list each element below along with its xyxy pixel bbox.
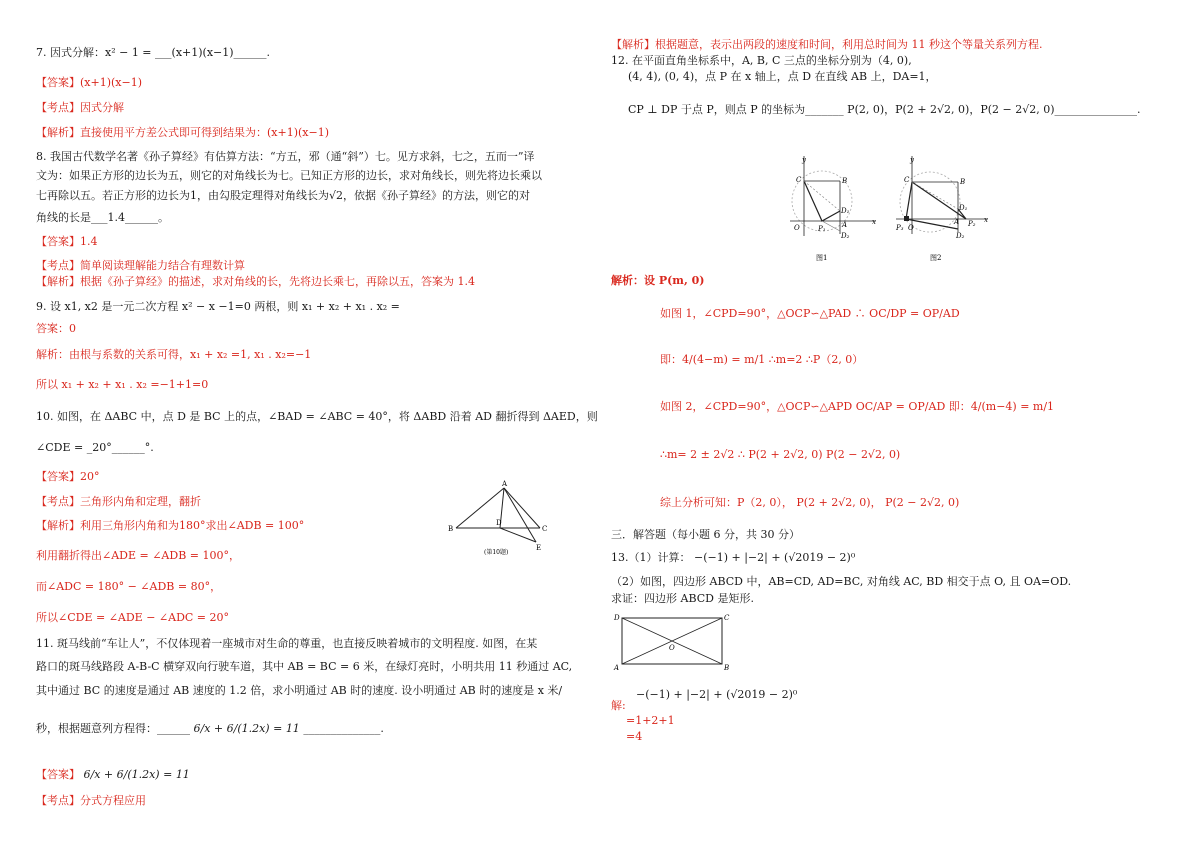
fig1-label-a: A — [842, 221, 848, 229]
q7-point: 【考点】因式分解 — [36, 101, 124, 114]
section-3-heading: 三．解答题（每小题 6 分，共 30 分） — [611, 528, 800, 541]
fig1-label-c: C — [796, 176, 802, 184]
q10-answer: 【答案】20° — [36, 470, 100, 483]
fig2-label-p3: P₃ — [896, 224, 904, 232]
q7-question: 7. 因式分解：x² − 1 = ___(x+1)(x−1)______. — [36, 46, 271, 59]
fig1-label-d2: D₂ — [841, 232, 850, 240]
q13-label-d: D — [614, 614, 620, 622]
fig2-label-d1: D₁ — [959, 204, 968, 212]
q10-analysis-4: 所以∠CDE = ∠ADE − ∠ADC = 20° — [36, 611, 230, 624]
q12-line3-answer: P(2, 0)，P(2 + 2√2, 0)，P(2 − 2√2, 0)_______________. — [847, 103, 1141, 116]
q10-line1: 10. 如图，在 ΔABC 中，点 D 是 BC 上的点，∠BAD = ∠ABC = 40°，将 ΔABD 沿着 AD 翻折得到 ΔAED，则 — [36, 410, 598, 423]
q12-analysis-2: 即：4/(4−m) = m/1 ∴m=2 ∴P（2, 0） — [660, 353, 864, 366]
q10-caption: (第10题) — [484, 549, 509, 556]
fig2-label-b: B — [960, 178, 966, 186]
q10-figure — [444, 478, 564, 558]
q12-line3 — [628, 103, 1141, 117]
fig2-caption: 图2 — [930, 254, 942, 262]
q8-line3: 七再除以五。若正方形的边长为1，由勾股定理得对角线长为√2，依据《孙子算经》的方法，则它的对 — [36, 189, 531, 202]
q11-analysis: 【解析】根据题意，表示出两段的速度和时间，利用总时间为 11 秒这个等量关系列方程. — [611, 38, 1043, 51]
q12-analysis-5: 综上分析可知：P（2, 0）， P(2 + 2√2, 0)， P(2 − 2√2, 0) — [660, 496, 960, 509]
q10-line2: ∠CDE = _20°______°. — [36, 441, 154, 454]
q8-analysis: 【解析】根据《孙子算经》的描述，求对角线的长，先将边长乘七，再除以五，答案为 1.4 — [36, 275, 475, 288]
q11-point: 【考点】分式方程应用 — [36, 794, 146, 807]
q8-line1: 8. 我国古代数学名著《孙子算经》有估算方法：“方五，邪（通“斜”）七。见方求斜，七之，五而一”译 — [36, 150, 535, 163]
q13-solution-step1: =1+2+1 — [626, 714, 675, 727]
q11-line4-suffix: ______________. — [303, 722, 384, 735]
fig2-label-c: C — [904, 176, 910, 184]
q13-label-o: O — [669, 644, 675, 652]
q11-line4-prefix: 秒，根据题意列方程得：______ — [36, 722, 190, 735]
q12-analysis-head: 解析：设 P(m, 0) — [611, 274, 705, 287]
q8-line4: 角线的长是___1.4______。 — [36, 211, 169, 224]
q10-analysis-2: 利用翻折得出∠ADE = ∠ADB = 100°， — [36, 549, 240, 562]
q9-analysis-1: 解析：由根与系数的关系可得，x₁ + x₂ =1, x₁ . x₂=−1 — [36, 348, 312, 361]
fig1-label-p1: P₁ — [818, 225, 826, 233]
q10-analysis-1: 【解析】利用三角形内角和为180°求出∠ADB = 100° — [36, 519, 305, 532]
q12-line2: (4, 4), (0, 4)，点 P 在 x 轴上，点 D 在直线 AB 上，DA=1， — [628, 70, 937, 83]
q7-analysis: 【解析】直接使用平方差公式即可得到结果为：(x+1)(x−1) — [36, 126, 330, 139]
q7-answer: 【答案】(x+1)(x−1) — [36, 76, 143, 89]
q13-solution-expr: −(−1) + |−2| + (√2019 − 2)⁰ — [636, 688, 798, 701]
q13-label-b: B — [724, 664, 730, 672]
fig2-label-a: A — [954, 218, 960, 226]
fig2-label-o: O — [908, 224, 914, 232]
q8-point: 【考点】简单阅读理解能力结合有理数计算 — [36, 259, 245, 272]
q11-equation: 6/x + 6/(1.2x) = 11 — [193, 722, 300, 735]
q11-line1: 11. 斑马线前“车让人”，不仅体现着一座城市对生命的尊重，也直接反映着城市的文明程度. 如图，在某 — [36, 637, 538, 650]
q10-analysis-3: 而∠ADC = 180° − ∠ADB = 80°， — [36, 580, 222, 593]
q10-label-d: D — [496, 519, 502, 527]
fig1-label-y: y — [802, 156, 806, 164]
q10-label-e: E — [536, 544, 542, 552]
fig1-label-b: B — [842, 177, 848, 185]
q12-analysis-4: ∴m= 2 ± 2√2 ∴ P(2 + 2√2, 0) P(2 − 2√2, 0) — [660, 448, 901, 461]
q13-label-a: A — [614, 664, 620, 672]
q13-solution-head: 解: — [611, 699, 626, 712]
q11-line2: 路口的斑马线路段 A-B-C 横穿双向行驶车道，其中 AB = BC = 6 米，在绿灯亮时，小明共用 11 秒通过 AC, — [36, 660, 573, 673]
q12-line3-prefix: CP ⊥ DP 于点 P，则点 P 的坐标为_______ — [628, 103, 844, 116]
q12-line1: 12. 在平面直角坐标系中，A, B, C 三点的坐标分别为（4, 0), — [611, 54, 912, 67]
q9-question: 9. 设 x1, x2 是一元二次方程 x² − x −1=0 两根，则 x₁ + x₂ + x₁ . x₂ = — [36, 300, 400, 313]
q9-analysis-2: 所以 x₁ + x₂ + x₁ . x₂ =−1+1=0 — [36, 378, 209, 391]
q8-line2: 文为：如果正方形的边长为五，则它的对角线长为七。已知正方形的边长，求对角线长，则先将边长乘以 — [36, 169, 542, 182]
q10-point: 【考点】三角形内角和定理，翻折 — [36, 495, 201, 508]
fig2-label-x: x — [984, 216, 988, 224]
fig1-label-x: x — [872, 218, 876, 226]
q12-analysis-1: 如图 1，∠CPD=90°，△OCP∽△PAD ∴ OC/DP = OP/AD — [660, 307, 960, 320]
fig2-label-p2: P₂ — [968, 220, 976, 228]
q13-solution-step2: =4 — [626, 730, 643, 743]
q11-line3: 其中通过 BC 的速度是通过 AB 速度的 1.2 倍，求小明通过 AB 时的速度. 设小明通过 AB 时的速度是 x 米/ — [36, 684, 563, 697]
q10-label-c: C — [542, 525, 548, 533]
q13-line3: 求证：四边形 ABCD 是矩形. — [611, 592, 754, 605]
q13-line2: （2）如图，四边形 ABCD 中，AB=CD, AD=BC, 对角线 AC, BD 相交于点 O, 且 OA=OD. — [611, 575, 1072, 588]
q12-figure-1 — [788, 154, 880, 266]
q13-figure — [612, 610, 734, 674]
fig1-label-d1: D₁ — [841, 207, 850, 215]
q10-label-b: B — [448, 525, 454, 533]
q8-answer: 【答案】1.4 — [36, 235, 98, 248]
fig2-label-d2: D₂ — [956, 232, 965, 240]
q12-figure-2 — [894, 154, 994, 266]
fig1-caption: 图1 — [816, 254, 828, 262]
q13-line1: 13.（1）计算： −(−1) + |−2| + (√2019 − 2)⁰ — [611, 551, 856, 564]
q11-answer — [36, 768, 190, 782]
q12-analysis-3: 如图 2，∠CPD=90°，△OCP∽△APD OC/AP = OP/AD 即：4/(m−4) = m/1 — [660, 400, 1055, 413]
q11-line4 — [36, 722, 384, 736]
q11-answer-eq: 6/x + 6/(1.2x) = 11 — [83, 768, 190, 781]
q9-answer: 答案：0 — [36, 322, 76, 335]
q10-label-a: A — [502, 480, 508, 488]
q13-label-c: C — [724, 614, 730, 622]
fig2-label-y: y — [910, 156, 914, 164]
q11-answer-tag: 【答案】 — [36, 768, 80, 781]
fig1-label-o: O — [794, 224, 800, 232]
